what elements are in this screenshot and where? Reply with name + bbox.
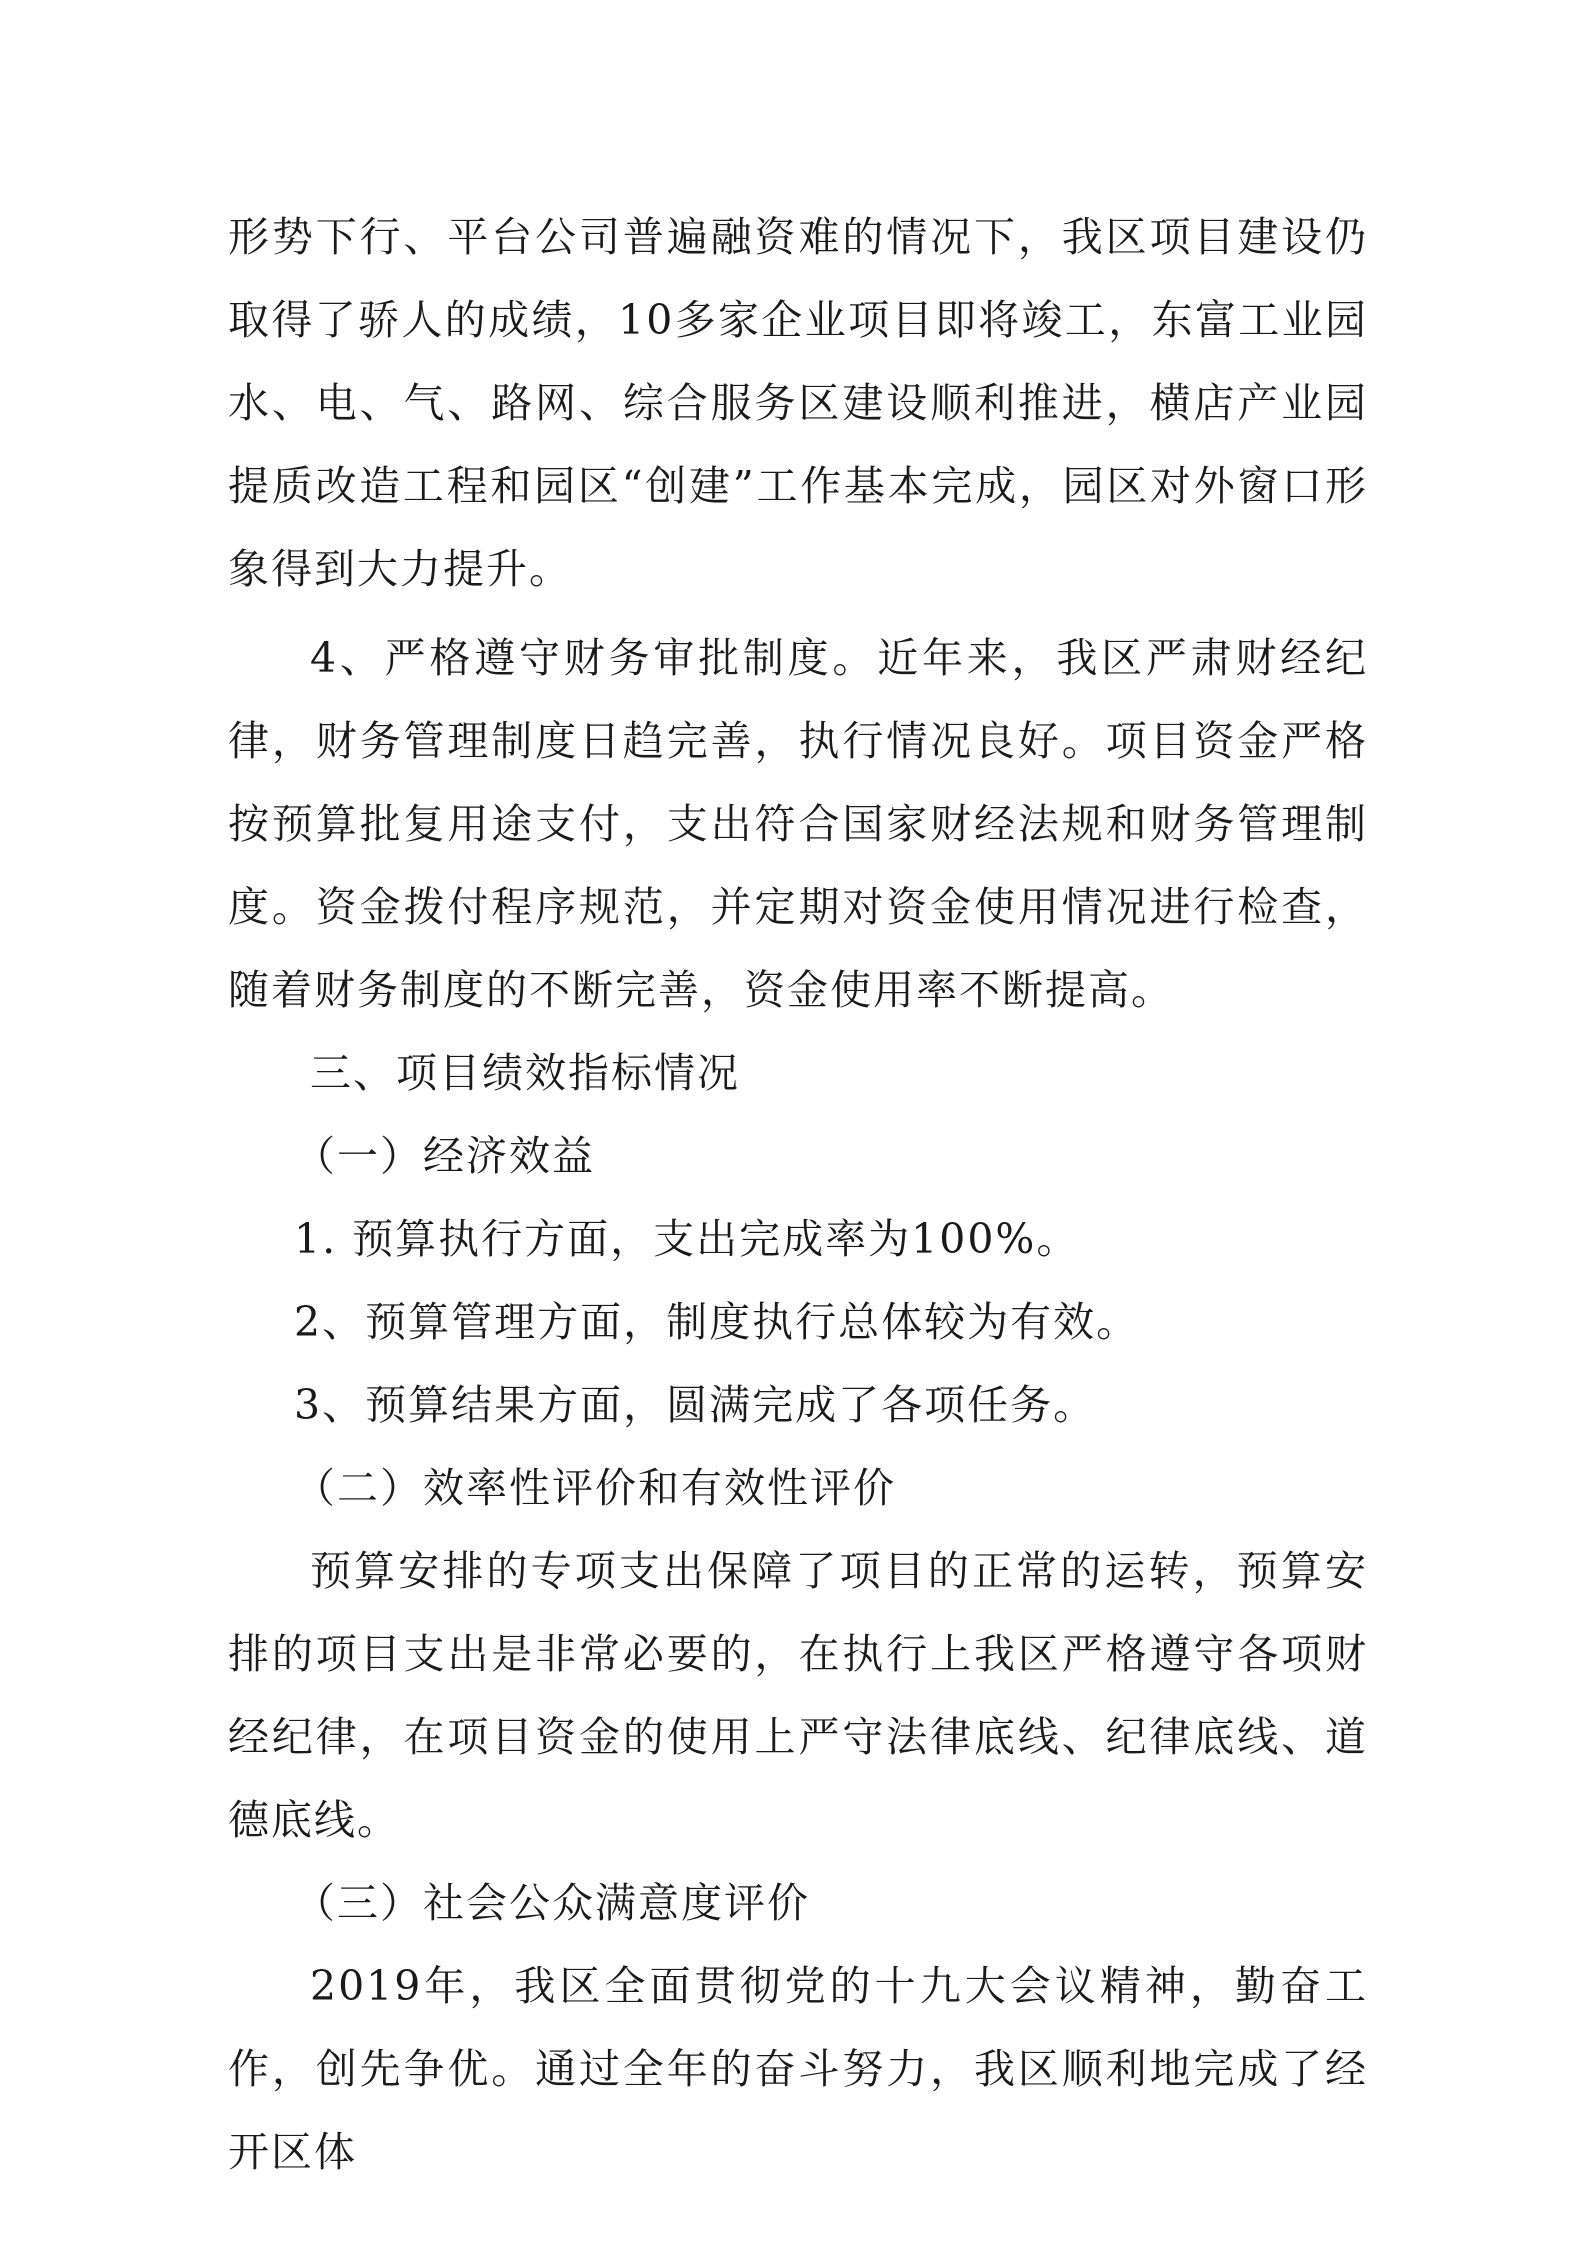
document-body (228, 196, 1368, 2194)
list-item-budget-result: 3、预算结果方面，圆满完成了各项任务。 (294, 1381, 1097, 1429)
list-item-budget-execution: 1. 预算执行方面，支出完成率为100%。 (294, 1215, 1080, 1263)
paragraph-special-expenditure: 预算安排的专项支出保障了项目的正常的运转，预算安排的项目支出是非常必要的，在执行上我区严格遵守各项财经纪律，在项目资金的使用上严守法律底线、纪律底线、道德底线。 (228, 1547, 1368, 1844)
subsection-heading-efficiency-evaluation: （二）效率性评价和有效性评价 (294, 1464, 896, 1512)
section-heading-performance-indicators: 三、项目绩效指标情况 (310, 1049, 740, 1097)
paragraph-finance-approval: 4、严格遵守财务审批制度。近年来，我区严肃财经纪律，财务管理制度日趋完善，执行情况良好。项目资金严格按预算批复用途支付，支出符合国家财经法规和财务管理制度。资金拨付程序规范，并定期对资金使用情况进行检查，随着财务制度的不断完善，资金使用率不断提高。 (228, 634, 1368, 1014)
paragraph-2019-summary: 2019年，我区全面贯彻党的十九大会议精神，勤奋工作，创先争优。通过全年的奋斗努力，我区顺利地完成了经开区体 (228, 1962, 1368, 2176)
subsection-heading-economic-benefit: （一）经济效益 (294, 1132, 595, 1180)
paragraph-continuation: 形势下行、平台公司普遍融资难的情况下，我区项目建设仍取得了骄人的成绩，10多家企业项目即将竣工，东富工业园水、电、气、路网、综合服务区建设顺利推进，横店产业园提质改造工程和园区“创建”工作基本完成，园区对外窗口形象得到大力提升。 (228, 213, 1368, 593)
list-item-budget-management: 2、预算管理方面，制度执行总体较为有效。 (294, 1298, 1140, 1346)
subsection-heading-public-satisfaction: （三）社会公众满意度评价 (294, 1879, 810, 1927)
